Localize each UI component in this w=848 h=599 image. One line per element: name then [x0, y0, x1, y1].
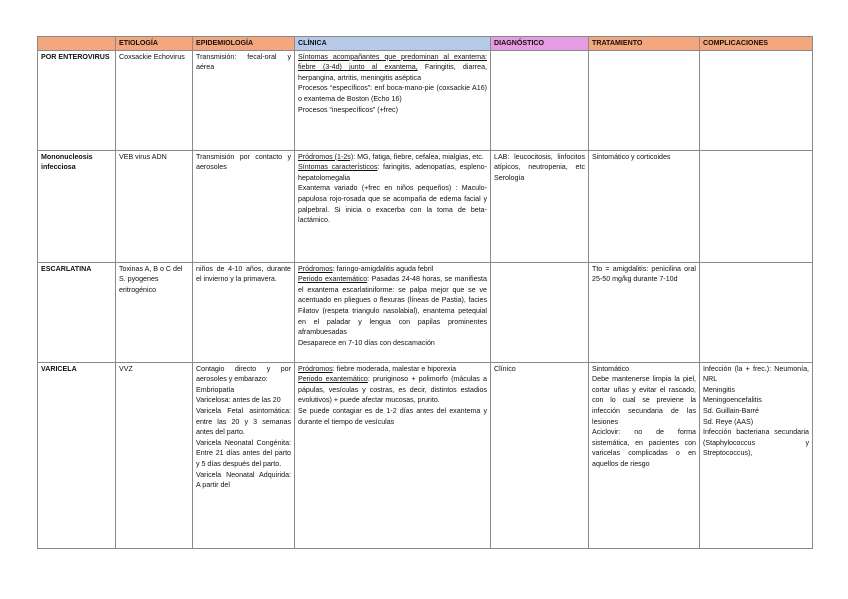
infectious-diseases-table: [37, 36, 813, 549]
cell-clinica: [295, 50, 491, 150]
clinica-heading: Periodo exantemático: [298, 375, 368, 384]
clinica-text: : faringo-amigdalitis aguda febril: [332, 264, 434, 273]
cell-diagnostico: LAB: leucocitosis, linfocitos atípicos, neutropenia, etc Serología: [491, 150, 589, 262]
cell-epidemiologia: Transmisión: fecal-oral y aérea: [193, 50, 295, 150]
cell-tratamiento: Tto = amigdalitis: penicilina oral 25-50 mg/kg durante 7-10d: [589, 262, 700, 362]
comp-line: Sd. Guillain-Barré: [703, 406, 759, 415]
clinica-text: Se puede contagiar es de 1-2 días antes del exantema y durante el tiempo de vesículas: [298, 406, 487, 426]
cell-epidemiologia: niños de 4-10 años, durante el invierno y la primavera.: [193, 262, 295, 362]
cell-etiologia: VVZ: [116, 362, 193, 548]
table-row: [38, 150, 813, 262]
cell-tratamiento: Sintomático y corticoides: [589, 150, 700, 262]
clinica-heading: Pródromos (1-2s): [298, 152, 354, 161]
comp-line: Meningoencefalitis: [703, 396, 762, 405]
cell-clinica: [295, 262, 491, 362]
epi-line: Varicela Neonatal Adquirida: A partir del: [196, 470, 291, 490]
cell-epidemiologia: [193, 362, 295, 548]
clinica-text: : faringitis, adenopatías, espleno-hepatolomegalia: [298, 163, 487, 182]
cell-diagnostico: [491, 50, 589, 150]
cell-etiologia: Coxsackie Echovirus: [116, 50, 193, 150]
row-name: ESCARLATINA: [38, 262, 116, 362]
cell-complicaciones: [700, 50, 813, 150]
clinica-text: Exantema variado (+frec en niños pequeños) : Maculo-papulosa rojo-rosada que se acompaña de edema facial y palpebral. Si inicia o exacerba con la toma de beta-lactámico.: [298, 184, 487, 225]
epi-line: Varicelosa: antes de las 20: [196, 396, 281, 405]
cell-diagnostico: Clínico: [491, 362, 589, 548]
cell-complicaciones: [700, 362, 813, 548]
comp-line: Infección bacteriana secundaria (Staphylococcus y Streptococcus),: [703, 428, 809, 458]
cell-etiologia: Toxinas A, B o C del S. pyogenes eritrogénico: [116, 262, 193, 362]
header-row: [38, 37, 813, 51]
comp-line: Sd. Reye (AAS): [703, 417, 754, 426]
epi-line: Embriopatía: [196, 385, 235, 394]
trat-line: Sintomático: [592, 364, 630, 373]
header-epidemiologia: EPIDEMIOLOGÍA: [193, 37, 295, 51]
cell-tratamiento: [589, 50, 700, 150]
clinica-text: : Pasadas 24-48 horas, se manifiesta el exantema escarlatiniforme: se palpa mejor que se ve acentuado en pliegues o flexuras (líneas de Pastia), facies Filatov (respeta triangulo nasolabial), enantema petequial en el paladar y lengua con papilas prominentes aframbuesadas: [298, 275, 487, 337]
header-diagnostico: DIAGNÓSTICO: [491, 37, 589, 51]
trat-line: Aciclovir: no de forma sistemática, en pacientes con varicelas complicadas o en aquellos de riesgo: [592, 428, 696, 468]
clinica-text: Procesos “inespecíficos” (+frec): [298, 105, 398, 114]
clinica-heading: Síntomas acompañantes que predominan al exantema: fiebre (3-4d) junto al exantema,: [298, 52, 487, 72]
clinica-text: Procesos “específicos”: enf boca-mano-pie (coxsackie A16) o exantema de Boston (Echo 16): [298, 84, 487, 103]
cell-etiologia: VEB virus ADN: [116, 150, 193, 262]
clinica-text: : fiebre moderada, malestar e hiporexia: [332, 364, 457, 373]
cell-epidemiologia: Transmisión por contacto y aerosoles: [193, 150, 295, 262]
header-clinica: CLÍNICA: [295, 37, 491, 51]
header-tratamiento: TRATAMIENTO: [589, 37, 700, 51]
clinica-heading: Síntomas característicos: [298, 163, 378, 172]
clinica-heading: Pródromos: [298, 364, 333, 373]
cell-tratamiento: [589, 362, 700, 548]
cell-clinica: [295, 362, 491, 548]
row-name: Mononucleosis infecciosa: [38, 150, 116, 262]
comp-line: Meningitis: [703, 385, 735, 394]
table-row: [38, 362, 813, 548]
clinica-text: : MG, fatiga, fiebre, cefalea, mialgias, etc.: [353, 152, 484, 161]
header-blank: [38, 37, 116, 51]
header-complicaciones: COMPLICACIONES: [700, 37, 813, 51]
clinica-text: : pruriginoso + polimorfo (máculas a pápulas, vesículas y costras, es decir, distintos estadios evolutivos) + puede afectar mucosas, prurito.: [298, 375, 487, 405]
epi-line: Varicela Fetal asintomática: entre las 20 y 3 semanas antes del parto.: [196, 406, 291, 437]
row-name: VARICELA: [38, 362, 116, 548]
header-etiologia: ETIOLOGÍA: [116, 37, 193, 51]
cell-complicaciones: [700, 150, 813, 262]
row-name: POR ENTEROVIRUS: [38, 50, 116, 150]
epi-line: Contagio directo y por aerosoles y embarazo:: [196, 364, 291, 384]
clinica-heading: Periodo exantemático: [298, 275, 368, 284]
table-row: [38, 262, 813, 362]
clinica-text: Desaparece en 7-10 días con descamación: [298, 338, 435, 347]
comp-line: Infección (la + frec.): Neumonía, NRL: [703, 364, 809, 384]
cell-diagnostico: [491, 262, 589, 362]
cell-clinica: [295, 150, 491, 262]
clinica-text: Faringitis, diarrea, herpangina, artritis, meningitis aséptica: [298, 63, 487, 82]
trat-line: Debe mantenerse limpia la piel, cortar uñas y evitar el rascado, con lo cual se previene la infección secundaria de las lesiones: [592, 375, 696, 426]
table-row: [38, 50, 813, 150]
clinica-heading: Pródromos: [298, 264, 333, 273]
epi-line: Varicela Neonatal Congénita: Entre 21 días antes del parto y 5 días después del parto.: [196, 438, 291, 468]
cell-complicaciones: [700, 262, 813, 362]
